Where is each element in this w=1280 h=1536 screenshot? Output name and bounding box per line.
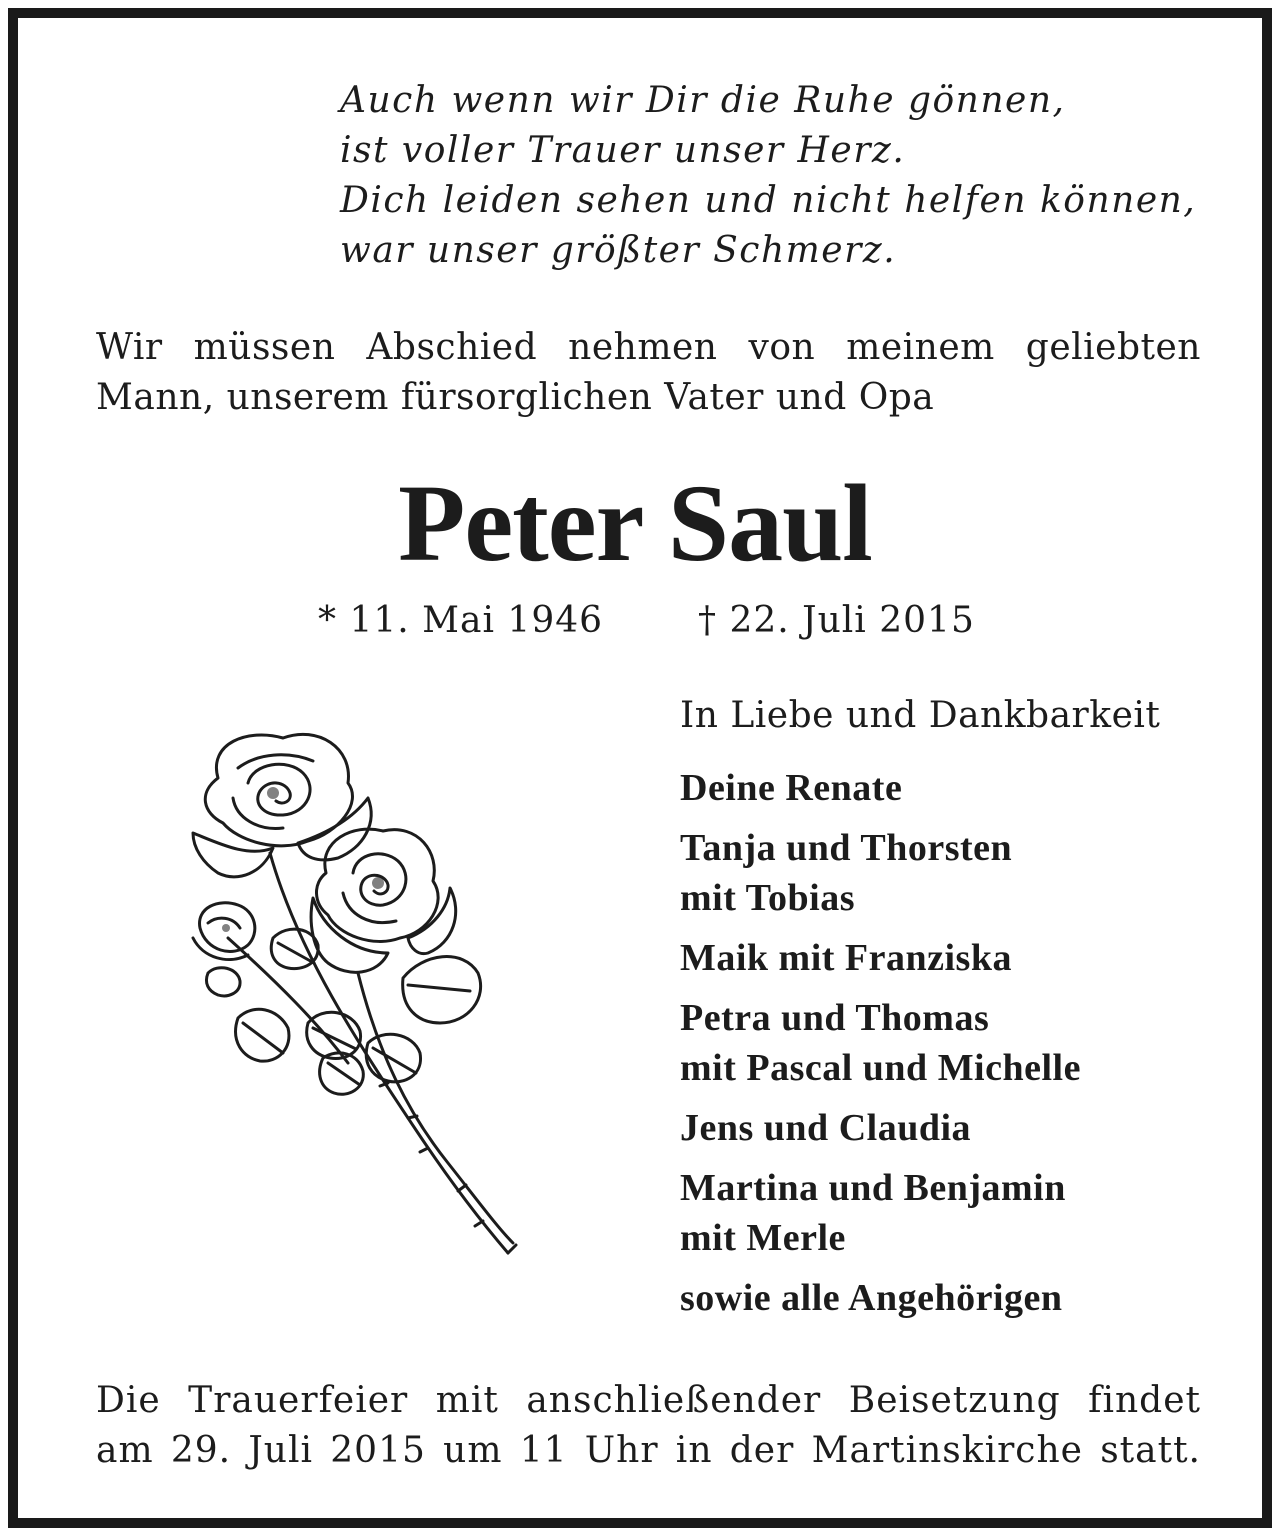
- thanks-line: In Liebe und Dankbarkeit: [680, 695, 1161, 736]
- mourner-group: [680, 823, 1240, 923]
- funeral-line: Die Trauerfeier mit anschließender Beisetzung findet: [96, 1380, 1201, 1421]
- mourner-line: mit Tobias: [680, 877, 856, 919]
- poem-line: war unser größter Schmerz.: [340, 230, 897, 271]
- poem-verse: [340, 76, 1240, 276]
- deceased-name: Peter Saul: [398, 462, 872, 584]
- roses-illustration-icon: [178, 723, 538, 1283]
- mourner-group: [680, 1103, 1240, 1153]
- mourner-group: [680, 763, 1240, 813]
- mourner-line: Martina und Benjamin: [680, 1167, 1066, 1209]
- poem-line: Dich leiden sehen und nicht helfen können,: [340, 180, 1197, 221]
- mourner-line: Jens und Claudia: [680, 1107, 972, 1149]
- funeral-info: [96, 1376, 1201, 1476]
- intro-text: [96, 323, 1201, 423]
- mourner-group: [680, 993, 1240, 1093]
- intro-line: Wir müssen Abschied nehmen von meinem geliebten: [96, 327, 1201, 368]
- mourner-line: Tanja und Thorsten: [680, 827, 1013, 869]
- poem-line: Auch wenn wir Dir die Ruhe gönnen,: [340, 80, 1066, 121]
- death-date: † 22. Juli 2015: [698, 600, 975, 641]
- mourner-line: Deine Renate: [680, 767, 903, 809]
- mourner-group: [680, 1273, 1240, 1323]
- mourners-list: [680, 763, 1240, 1333]
- poem-line: ist voller Trauer unser Herz.: [340, 130, 906, 171]
- mourner-line: Petra und Thomas: [680, 997, 990, 1039]
- obituary-notice: [8, 8, 1272, 1528]
- mourner-line: Maik mit Franziska: [680, 937, 1012, 979]
- mourner-group: [680, 933, 1240, 983]
- mourner-line: sowie alle Angehörigen: [680, 1277, 1063, 1319]
- intro-line: Mann, unserem fürsorglichen Vater und Opa: [96, 377, 935, 418]
- mourner-line: mit Pascal und Michelle: [680, 1047, 1081, 1089]
- birth-date: * 11. Mai 1946: [318, 600, 604, 641]
- mourner-line: mit Merle: [680, 1217, 846, 1259]
- mourner-group: [680, 1163, 1240, 1263]
- funeral-line: am 29. Juli 2015 um 11 Uhr in der Martinskirche statt.: [96, 1430, 1201, 1471]
